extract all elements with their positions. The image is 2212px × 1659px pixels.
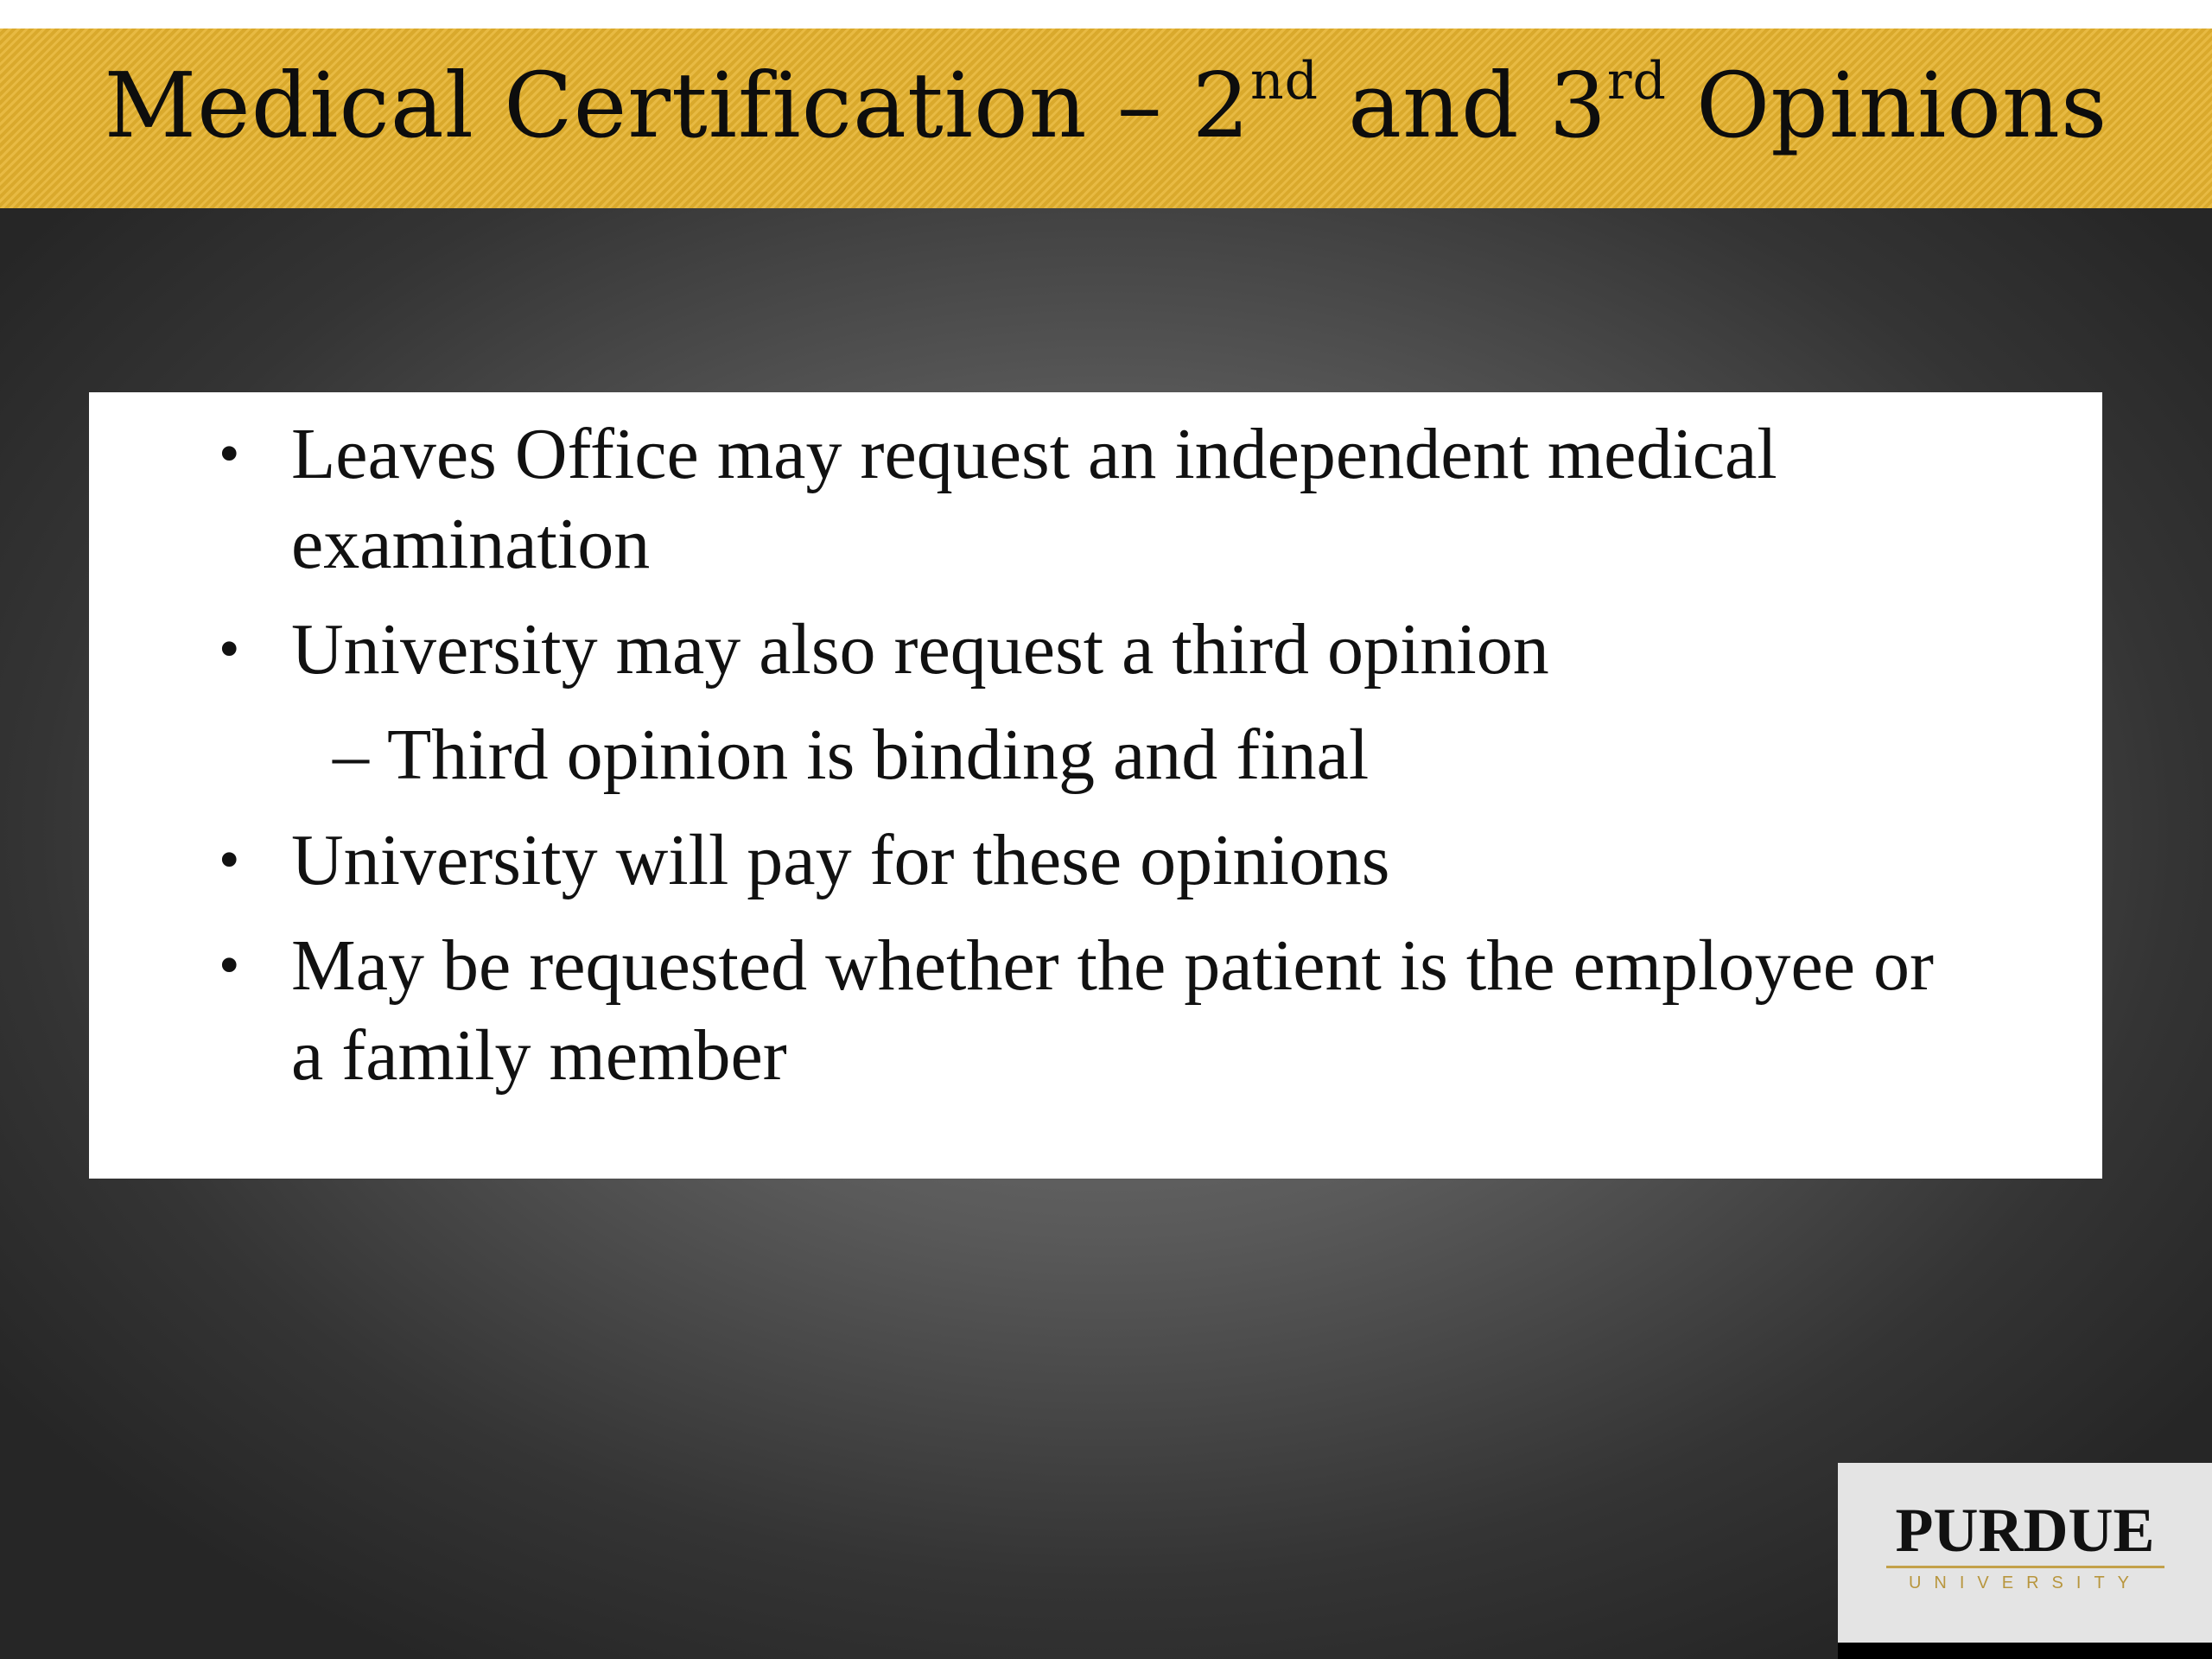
bullet-text: University will pay for these opinions	[291, 820, 1390, 900]
logo-subtitle: UNIVERSITY	[1908, 1573, 2143, 1592]
bullet-text: University may also request a third opinion	[291, 609, 1549, 690]
logo-wordmark: PURDUE	[1895, 1496, 2155, 1565]
content-box	[89, 392, 2102, 1179]
top-strip	[0, 0, 2212, 29]
logo-divider	[1886, 1566, 2164, 1568]
title-superscript-rd: rd	[1606, 51, 1667, 112]
purdue-logo	[1838, 1463, 2212, 1643]
bullet-list	[89, 410, 2102, 1116]
title-text-part1: Medical Certification – 2	[104, 53, 1250, 158]
bullet-text: May be requested whether the patient is the employee or	[291, 925, 1934, 1006]
title-text-part3: Opinions	[1666, 53, 2108, 158]
bullet-text: Leaves Office may request an independent medical	[291, 414, 1777, 494]
title-superscript-nd: nd	[1249, 51, 1319, 112]
logo-bottom-strip	[1838, 1643, 2212, 1659]
bullet-dot-icon: •	[219, 827, 240, 893]
bullet-item	[89, 816, 2102, 906]
bullet-dot-icon: •	[219, 421, 240, 487]
bullet-text-continued: a family member	[291, 1015, 787, 1096]
sub-bullet-text: Third opinion is binding and final	[387, 715, 1370, 795]
sub-bullet-item	[89, 710, 2102, 800]
bullet-text-continued: examination	[291, 504, 651, 584]
bullet-item	[89, 410, 2102, 589]
bullet-dot-icon: •	[219, 932, 240, 999]
bullet-dot-icon: •	[219, 616, 240, 683]
bullet-item	[89, 921, 2102, 1101]
title-text-part2: and 3	[1319, 53, 1607, 158]
bullet-item	[89, 605, 2102, 695]
sub-bullet-dash-icon: –	[333, 715, 369, 795]
slide-title	[0, 51, 2212, 158]
